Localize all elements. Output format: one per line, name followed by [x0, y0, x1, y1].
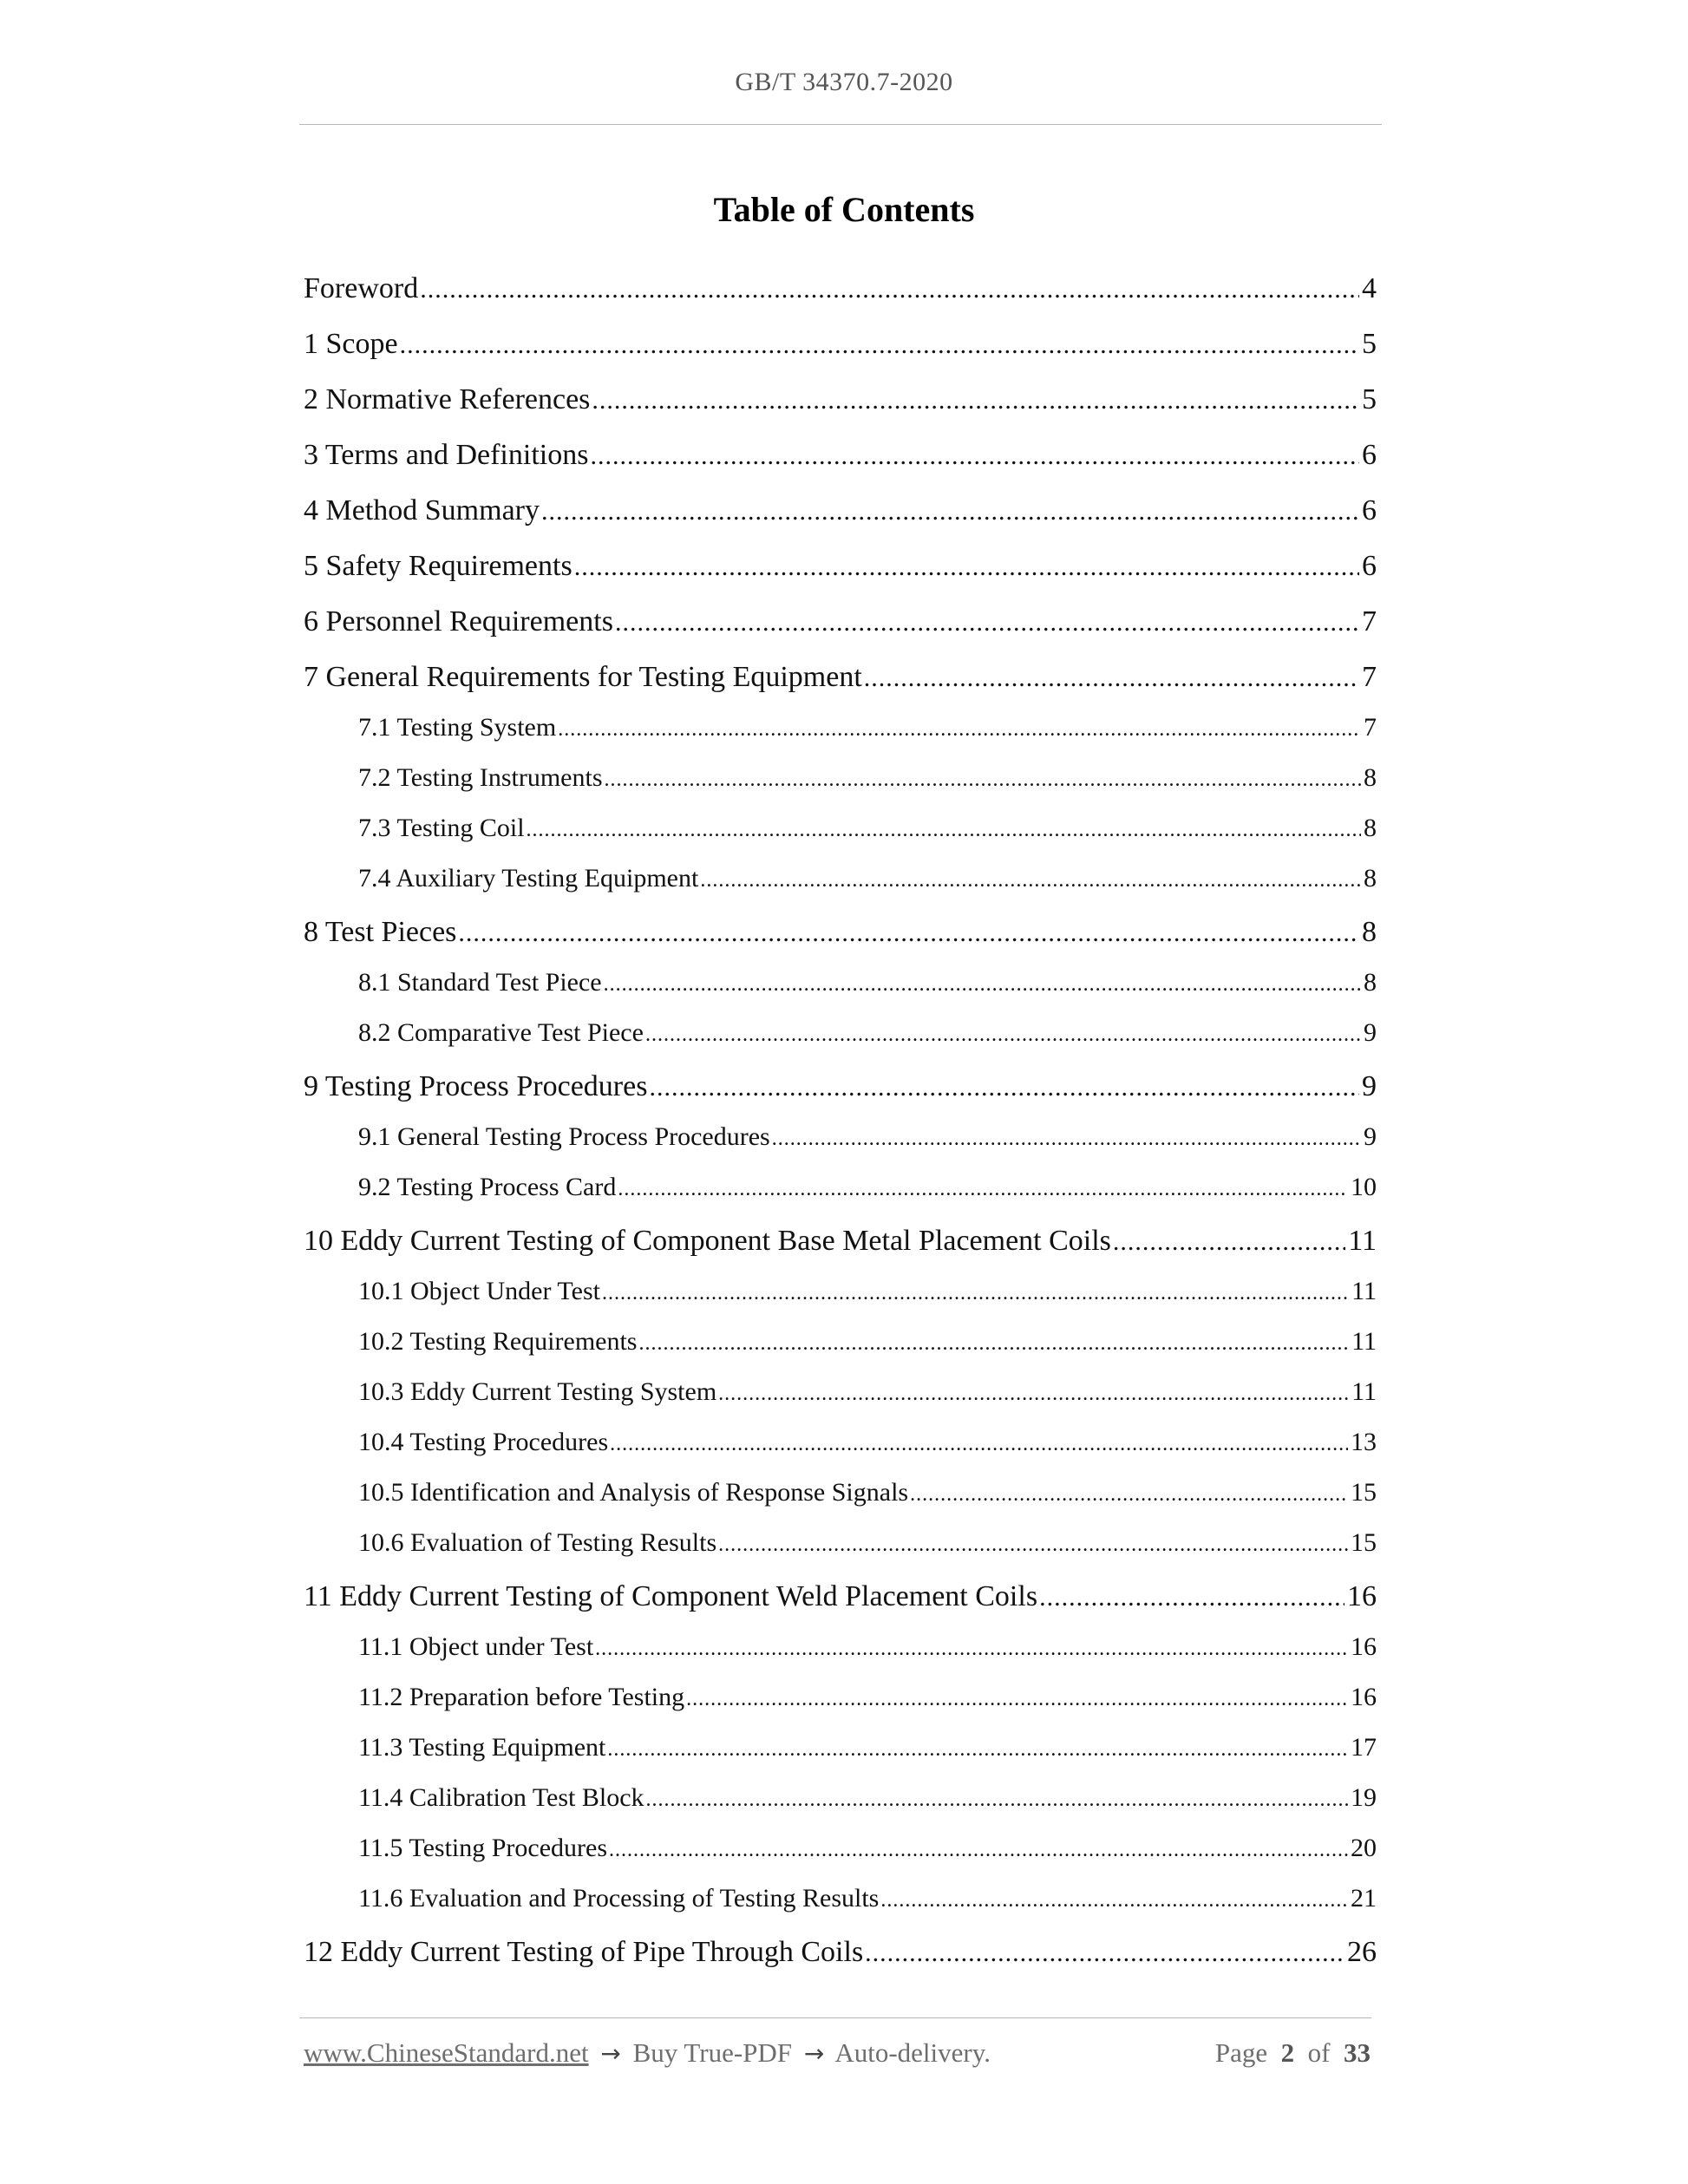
toc-title: Table of Contents	[713, 190, 975, 229]
toc-entry-label: 11.2 Preparation before Testing	[358, 1683, 685, 1711]
dot-leader	[618, 1173, 1348, 1206]
toc-entry-label: 2 Normative References	[304, 383, 591, 415]
toc-entry-label: 10 Eddy Current Testing of Component Base Metal Placement Coils	[304, 1225, 1111, 1257]
toc-entry-9-2[interactable]	[358, 1171, 1377, 1204]
toc-entry-10-1[interactable]	[358, 1275, 1377, 1308]
dot-leader	[558, 713, 1361, 746]
toc-entry-page: 5	[1362, 383, 1377, 415]
page-footer	[304, 2037, 1371, 2076]
toc-entry-label: 7 General Requirements for Testing Equipment	[304, 661, 862, 693]
toc-entry-label: 10.1 Object Under Test	[358, 1277, 600, 1305]
dot-leader	[595, 1632, 1348, 1665]
dot-leader	[604, 968, 1361, 1001]
dot-leader	[646, 1783, 1348, 1816]
page-of-word: of	[1307, 2037, 1331, 2068]
dot-leader	[910, 1478, 1348, 1511]
toc-entry-10-6[interactable]	[358, 1527, 1377, 1560]
toc-entry-7-1[interactable]	[358, 711, 1377, 744]
toc-entry-page: 19	[1351, 1783, 1377, 1812]
dot-leader	[865, 1935, 1345, 1971]
toc-entry-label: 11.4 Calibration Test Block	[358, 1783, 644, 1812]
toc-entry-page: 5	[1362, 328, 1377, 360]
toc-entry-page: 8	[1364, 864, 1377, 893]
toc-entry-page: 7	[1362, 661, 1377, 693]
toc-entry-label: 10.5 Identification and Analysis of Response Signals	[358, 1478, 909, 1507]
toc-entry-10-5[interactable]	[358, 1476, 1377, 1509]
toc-entry-8-1[interactable]	[358, 966, 1377, 999]
toc-entry-label: Foreword	[304, 272, 419, 304]
toc-entry-label: 1 Scope	[304, 328, 398, 360]
toc-entry-10-4[interactable]	[358, 1426, 1377, 1459]
site-link[interactable]: www.ChineseStandard.net	[304, 2037, 589, 2068]
toc-entry-page: 11	[1351, 1277, 1377, 1305]
toc-entry-7-2[interactable]	[358, 762, 1377, 794]
dot-leader	[686, 1683, 1348, 1716]
toc-entry-label: 6 Personnel Requirements	[304, 605, 613, 638]
toc-entry-page: 16	[1347, 1580, 1377, 1612]
dot-leader	[772, 1122, 1361, 1155]
dot-leader	[1039, 1579, 1345, 1616]
dot-leader	[718, 1377, 1349, 1410]
dot-leader	[645, 1018, 1361, 1051]
toc-entry-page: 13	[1351, 1428, 1377, 1456]
dot-leader	[700, 864, 1361, 897]
toc-entry-label: 7.1 Testing System	[358, 713, 557, 742]
toc-entry-page: 6	[1362, 550, 1377, 582]
toc-entry-8-2[interactable]	[358, 1017, 1377, 1049]
dot-leader	[541, 494, 1359, 530]
toc-entry-page: 8	[1364, 814, 1377, 842]
toc-entry-label: 11.5 Testing Procedures	[358, 1834, 608, 1862]
toc-entry-4[interactable]	[304, 493, 1377, 529]
dot-leader	[1113, 1224, 1345, 1260]
toc-entry-label: 8.1 Standard Test Piece	[358, 968, 602, 997]
dot-leader	[574, 549, 1359, 585]
toc-entry-page: 9	[1364, 1018, 1377, 1047]
toc-entry-page: 7	[1364, 713, 1377, 742]
toc-entry-page: 15	[1351, 1478, 1377, 1507]
toc-entry-label: 10.3 Eddy Current Testing System	[358, 1377, 717, 1406]
toc-entry-11-5[interactable]	[358, 1832, 1377, 1865]
dot-leader	[880, 1884, 1348, 1917]
right-arrow-icon: →	[803, 2039, 825, 2068]
toc-entry-7-4[interactable]	[358, 862, 1377, 895]
dot-leader	[638, 1327, 1349, 1360]
toc-entry-11-1[interactable]	[358, 1631, 1377, 1664]
dot-leader	[590, 438, 1359, 474]
dot-leader	[649, 1069, 1359, 1106]
footer-promo	[304, 2037, 991, 2069]
toc-entry-page: 6	[1362, 439, 1377, 471]
toc-entry-11-2[interactable]	[358, 1681, 1377, 1714]
toc-entry-label: 11.3 Testing Equipment	[358, 1733, 606, 1762]
right-arrow-icon: →	[600, 2039, 621, 2068]
total-pages: 33	[1344, 2037, 1371, 2068]
toc-entry-label: 11.1 Object under Test	[358, 1632, 594, 1661]
dot-leader	[607, 1733, 1348, 1766]
toc-entry-1[interactable]	[304, 326, 1377, 363]
toc-entry-11[interactable]	[304, 1579, 1377, 1615]
current-page: 2	[1280, 2037, 1295, 2068]
toc-entry-label: 4 Method Summary	[304, 494, 540, 526]
dot-leader	[400, 327, 1359, 363]
toc-entry-page: 11	[1351, 1377, 1377, 1406]
dot-leader	[458, 915, 1359, 951]
dot-leader	[605, 763, 1362, 796]
toc-entry-foreword[interactable]	[304, 271, 1377, 307]
toc-entry-label: 10.6 Evaluation of Testing Results	[358, 1528, 717, 1557]
toc-entry-page: 8	[1364, 968, 1377, 997]
toc-entry-7[interactable]	[304, 659, 1377, 696]
toc-entry-label: 9 Testing Process Procedures	[304, 1070, 648, 1102]
toc-entry-5[interactable]	[304, 548, 1377, 585]
toc-entry-11-3[interactable]	[358, 1731, 1377, 1764]
toc-entry-label: 7.3 Testing Coil	[358, 814, 525, 842]
page-number	[1215, 2037, 1371, 2069]
toc-entry-page: 7	[1362, 605, 1377, 638]
dot-leader	[602, 1277, 1349, 1310]
toc-entry-page: 20	[1351, 1834, 1377, 1862]
toc-entry-page: 11	[1348, 1225, 1377, 1257]
toc-entry-11-4[interactable]	[358, 1782, 1377, 1815]
dot-leader	[420, 271, 1359, 308]
toc-entry-label: 7.2 Testing Instruments	[358, 763, 603, 792]
toc-entry-page: 15	[1351, 1528, 1377, 1557]
dot-leader	[718, 1528, 1348, 1561]
toc-entry-label: 8.2 Comparative Test Piece	[358, 1018, 644, 1047]
toc-entry-page: 11	[1351, 1327, 1377, 1356]
toc-entry-label: 9.1 General Testing Process Procedures	[358, 1122, 770, 1151]
toc-entry-page: 26	[1347, 1936, 1377, 1968]
dot-leader	[592, 383, 1359, 419]
toc-entry-page: 10	[1351, 1173, 1377, 1201]
toc-entry-page: 8	[1362, 916, 1377, 948]
toc-entry-10[interactable]	[304, 1223, 1377, 1259]
toc-entry-label: 7.4 Auxiliary Testing Equipment	[358, 864, 699, 893]
dot-leader	[864, 660, 1359, 696]
toc-entry-3[interactable]	[304, 437, 1377, 474]
dot-leader	[609, 1834, 1348, 1867]
toc-entry-12[interactable]	[304, 1934, 1377, 1971]
footer-divider	[299, 2017, 1371, 2018]
toc-entry-9-1[interactable]	[358, 1121, 1377, 1154]
toc-entry-page: 9	[1364, 1122, 1377, 1151]
toc-entry-2[interactable]	[304, 382, 1377, 418]
toc-entry-page: 17	[1351, 1733, 1377, 1762]
auto-delivery-text: Auto-delivery.	[834, 2037, 991, 2068]
toc-entry-page: 21	[1351, 1884, 1377, 1913]
dot-leader	[527, 814, 1361, 847]
toc-entry-10-2[interactable]	[358, 1325, 1377, 1358]
document-code-header: GB/T 34370.7-2020	[735, 68, 953, 96]
toc-entry-page: 9	[1362, 1070, 1377, 1102]
buy-true-pdf-text: Buy True-PDF	[632, 2037, 793, 2068]
toc-entry-label: 5 Safety Requirements	[304, 550, 572, 582]
toc-entry-page: 16	[1351, 1683, 1377, 1711]
toc-entry-9[interactable]	[304, 1069, 1377, 1105]
toc-entry-page: 4	[1362, 272, 1377, 304]
dot-leader	[610, 1428, 1348, 1461]
dot-leader	[615, 605, 1359, 641]
toc-entry-7-3[interactable]	[358, 812, 1377, 845]
toc-entry-8[interactable]	[304, 914, 1377, 951]
toc-entry-label: 12 Eddy Current Testing of Pipe Through Coils	[304, 1936, 864, 1968]
toc-entry-label: 11.6 Evaluation and Processing of Testing Results	[358, 1884, 880, 1913]
toc-entry-11-6[interactable]	[358, 1882, 1377, 1915]
toc-entry-label: 9.2 Testing Process Card	[358, 1173, 617, 1201]
toc-entry-label: 8 Test Pieces	[304, 916, 457, 948]
toc-entry-6[interactable]	[304, 604, 1377, 640]
toc-entry-page: 8	[1364, 763, 1377, 792]
toc-entry-label: 3 Terms and Definitions	[304, 439, 589, 471]
page-word: Page	[1214, 2037, 1268, 2068]
toc-entry-label: 10.2 Testing Requirements	[358, 1327, 638, 1356]
toc-entry-10-3[interactable]	[358, 1376, 1377, 1409]
toc-entry-page: 16	[1351, 1632, 1377, 1661]
toc-entry-label: 11 Eddy Current Testing of Component Weld Placement Coils	[304, 1580, 1038, 1612]
toc-entry-label: 10.4 Testing Procedures	[358, 1428, 609, 1456]
toc-entry-page: 6	[1362, 494, 1377, 526]
